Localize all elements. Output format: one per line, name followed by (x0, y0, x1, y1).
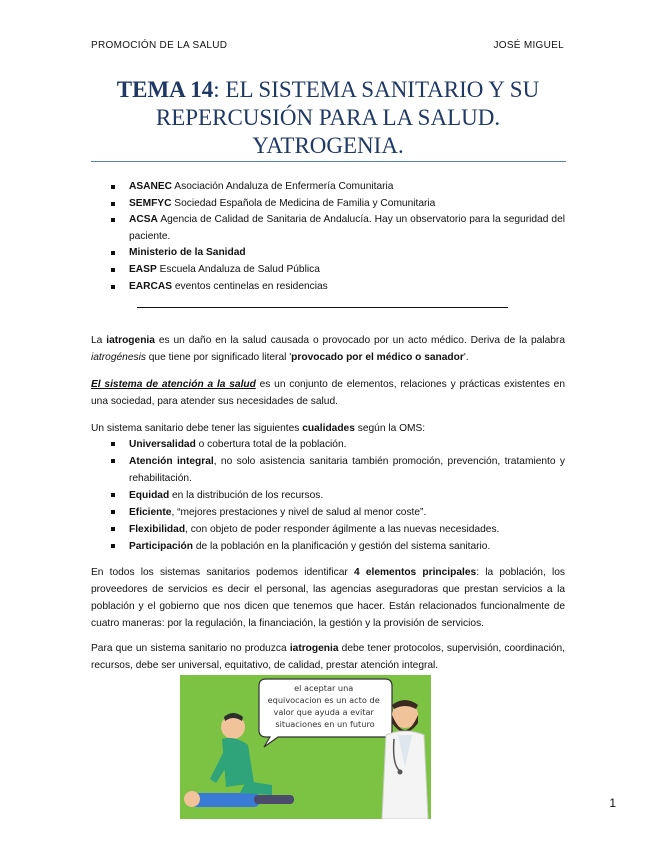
bullet-icon (111, 268, 115, 272)
title-line1: : EL SISTEMA SANITARIO Y SU (213, 77, 540, 102)
list-item: EARCAS eventos centinelas en residencias (111, 279, 565, 296)
bullet-icon (111, 527, 115, 531)
doctor-patient-illustration (180, 675, 431, 819)
bullet-icon (111, 202, 115, 206)
bullet-icon (111, 493, 115, 497)
illustration (180, 675, 431, 819)
separator-line (137, 307, 508, 308)
paragraph-protocolos: Para que un sistema sanitario no produzca iatrogenia debe tener protocolos, supervisión, coordinación, recursos, debe ser universal, equitativo, de calidad, prestar atención integral. (91, 643, 565, 671)
bullet-icon (111, 185, 115, 189)
title-line3: YATROGENIA. (252, 133, 404, 158)
list-item: Universalidad o cobertura total de la población. (111, 436, 565, 453)
paragraph-sistema-atencion: El sistema de atención a la salud es un conjunto de elementos, relaciones y prácticas existentes en una sociedad, para atender sus necesidades de salud. (91, 379, 565, 407)
list-item: EASP Escuela Andaluza de Salud Pública (111, 262, 565, 279)
bullet-icon (111, 285, 115, 289)
list-item: Atención integral, no solo asistencia sanitaria también promoción, prevención, tratamiento y rehabilitación. (111, 453, 565, 487)
list-item: Eficiente, “mejores prestaciones y nivel de salud al menor coste”. (111, 504, 565, 521)
page-title (91, 76, 565, 160)
bullet-icon (111, 544, 115, 548)
qualities-list (111, 436, 565, 555)
organizations-list (111, 179, 565, 295)
title-bold: TEMA 14 (116, 77, 214, 102)
header-left: PROMOCIÓN DE LA SALUD (91, 40, 228, 51)
bullet-icon (111, 251, 115, 255)
list-item: SEMFYC Sociedad Española de Medicina de Familia y Comunitaria (111, 196, 565, 213)
title-underline (91, 161, 566, 162)
bullet-icon (111, 218, 115, 222)
bullet-icon (111, 442, 115, 446)
list-item: Participación de la población en la planificación y gestión del sistema sanitario. (111, 538, 565, 555)
paragraph-iatrogenia: La iatrogenia es un daño en la salud causada o provocado por un acto médico. Deriva de la palabra iatrogénesis que tiene por significado literal 'provocado por el médico o sanador'. (91, 335, 565, 363)
list-item: ACSA Agencia de Calidad de Sanitaria de Andalucía. Hay un observatorio para la seguridad del paciente. (111, 212, 565, 245)
list-item: ASANEC Asociación Andaluza de Enfermería Comunitaria (111, 179, 565, 196)
bullet-icon (111, 459, 115, 463)
paragraph-cualidades: Un sistema sanitario debe tener las siguientes cualidades según la OMS: (91, 423, 426, 434)
paragraph-elementos: En todos los sistemas sanitarios podemos identificar 4 elementos principales: la población, los proveedores de servicios es decir el personal, las agencias aseguradoras que prestan servicios a la población y el gobierno que nos dicen que tenemos que hacer. Están relacionados funcionalmente de cuatro maneras: por la regulación, la financiación, la gestión y la provisión de servicios. (91, 567, 565, 629)
header-right: JOSÉ MIGUEL (493, 40, 564, 51)
page-number: 1 (609, 796, 616, 810)
list-item: Flexibilidad, con objeto de poder responder ágilmente a las nuevas necesidades. (111, 521, 565, 538)
title-line2: REPERCUSIÓN PARA LA SALUD. (155, 105, 501, 130)
list-item: Ministerio de la Sanidad (111, 245, 565, 262)
bullet-icon (111, 510, 115, 514)
list-item: Equidad en la distribución de los recursos. (111, 487, 565, 504)
speech-text: el aceptar una equivocacion es un acto de valor que ayuda a evitar situaciones en un futuro (267, 683, 380, 729)
